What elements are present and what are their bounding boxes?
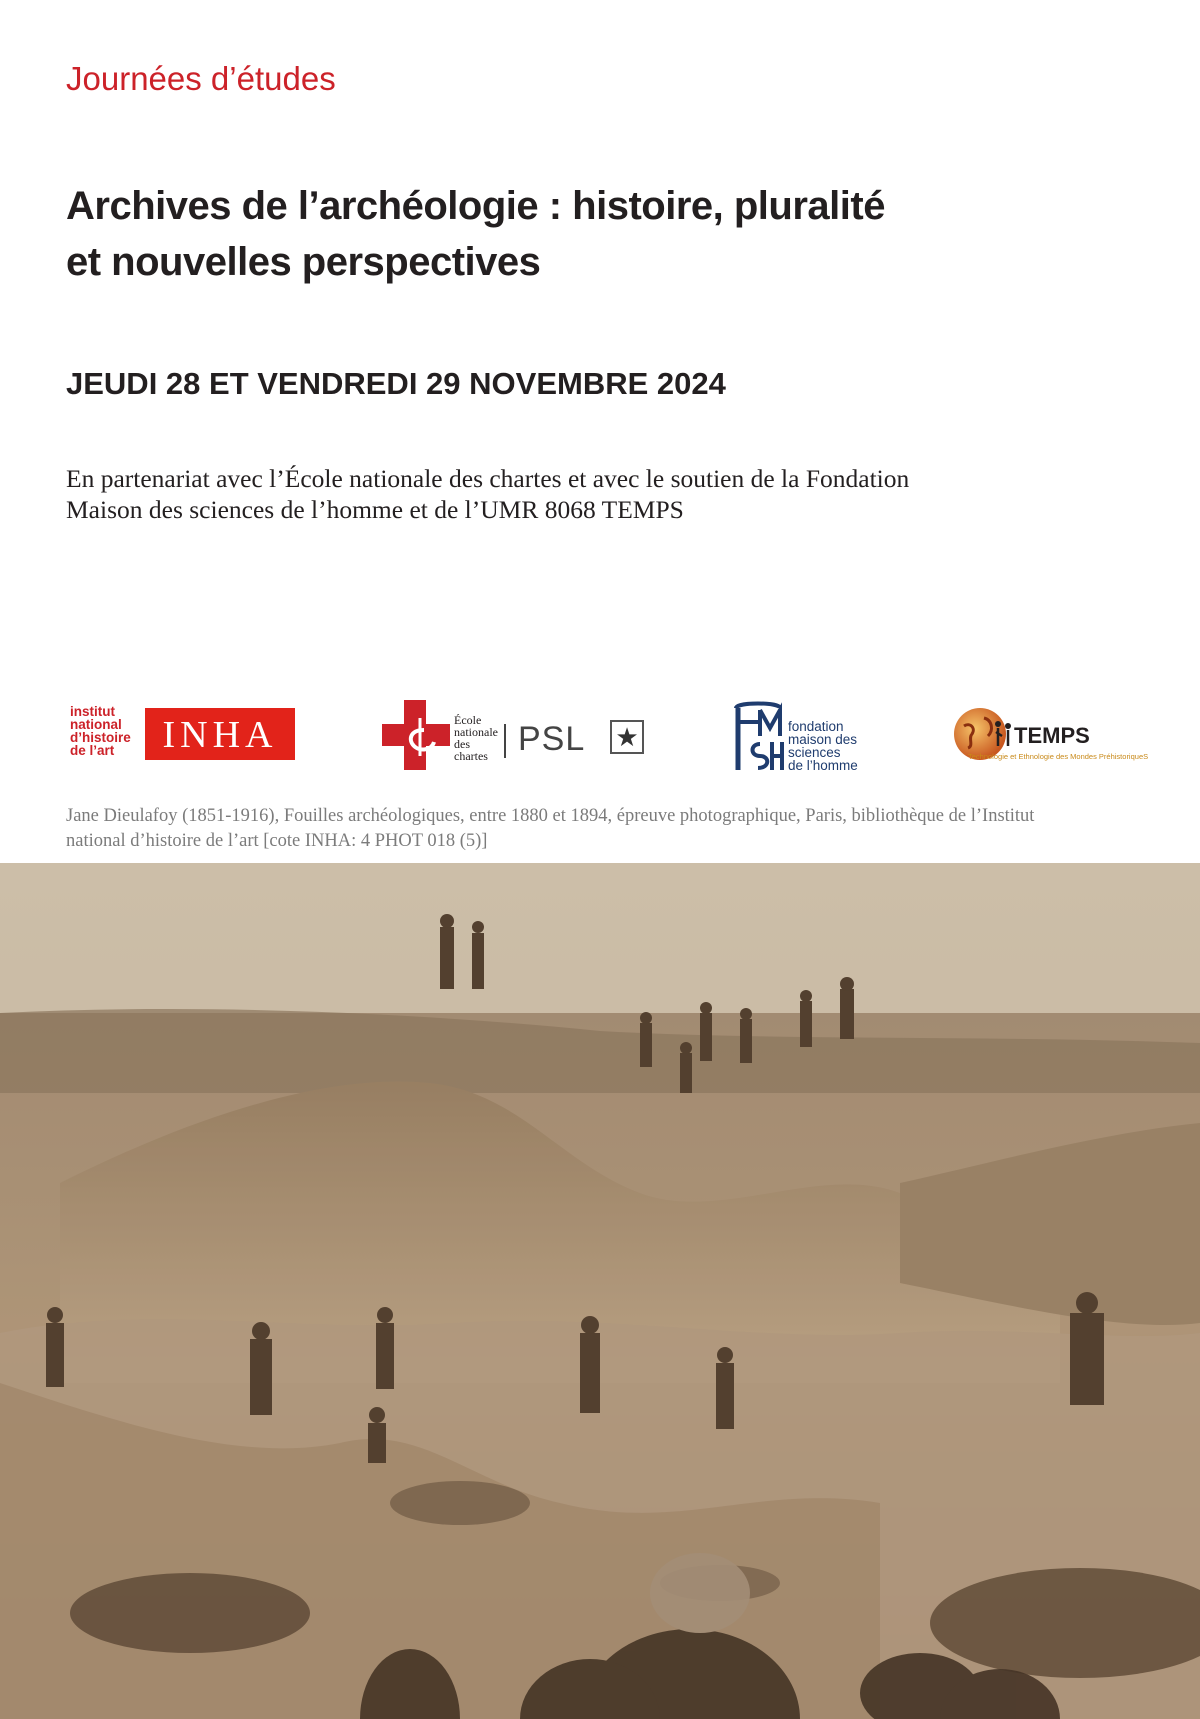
event-type: Journées d’études	[66, 60, 336, 97]
psl-logo: PSL	[518, 720, 586, 758]
fmsh-logo	[730, 700, 880, 780]
fmsh-mark-icon	[730, 700, 786, 774]
enc-text-line: École	[454, 713, 482, 727]
partnership-text	[66, 463, 1146, 525]
fmsh-text-line: de l’homme	[788, 758, 858, 773]
fmsh-name	[788, 720, 858, 772]
inha-logo-text	[70, 705, 150, 757]
partnership-line-1: En partenariat avec l’École nationale des chartes et avec le soutien de la Fondation	[66, 464, 910, 493]
page-title	[66, 178, 1126, 290]
temps-logo	[950, 702, 1149, 772]
title-line-2: et nouvelles perspectives	[66, 240, 541, 284]
temps-name: TEMPS	[1014, 723, 1090, 748]
title-line-1: Archives de l’archéologie : histoire, pluralité	[66, 184, 885, 228]
fmsh-text-line: sciences	[788, 745, 841, 760]
caption-line-2: national d’histoire de l’art [cote INHA: 4 PHOT 018 (5)]	[66, 831, 488, 851]
enc-psl-logo	[380, 696, 652, 776]
enc-text-line: chartes	[454, 749, 488, 763]
fmsh-text-line: maison des	[788, 732, 858, 747]
inha-text-line: de l’art	[70, 743, 115, 758]
excavation-photo	[0, 863, 1200, 1719]
partner-logos	[0, 690, 1200, 790]
partnership-line-2: Maison des sciences de l’homme et de l’UMR 8068 TEMPS	[66, 495, 684, 524]
enc-text-line: nationale	[454, 725, 498, 739]
inha-logo: INHA	[145, 708, 295, 760]
enc-text-line: des	[454, 737, 470, 751]
photo-caption	[66, 804, 1146, 854]
inha-text-line: d’histoire	[70, 730, 131, 745]
inha-text-line: national	[70, 717, 122, 732]
inha-text-line: institut	[70, 704, 115, 719]
event-date: JEUDI 28 ET VENDREDI 29 NOVEMBRE 2024	[66, 366, 726, 401]
temps-subtitle: Technologie et Ethnologie des Mondes PréhistoriqueS	[968, 752, 1149, 761]
caption-line-1: Jane Dieulafoy (1851-1916), Fouilles archéologiques, entre 1880 et 1894, épreuve photographique, Paris, bibliothèque de l’Institut	[66, 806, 1035, 826]
divider	[504, 724, 506, 758]
star-icon: ★	[610, 720, 644, 754]
enc-cross-icon	[380, 696, 452, 772]
enc-name	[454, 714, 498, 762]
fmsh-text-line: fondation	[788, 719, 844, 734]
